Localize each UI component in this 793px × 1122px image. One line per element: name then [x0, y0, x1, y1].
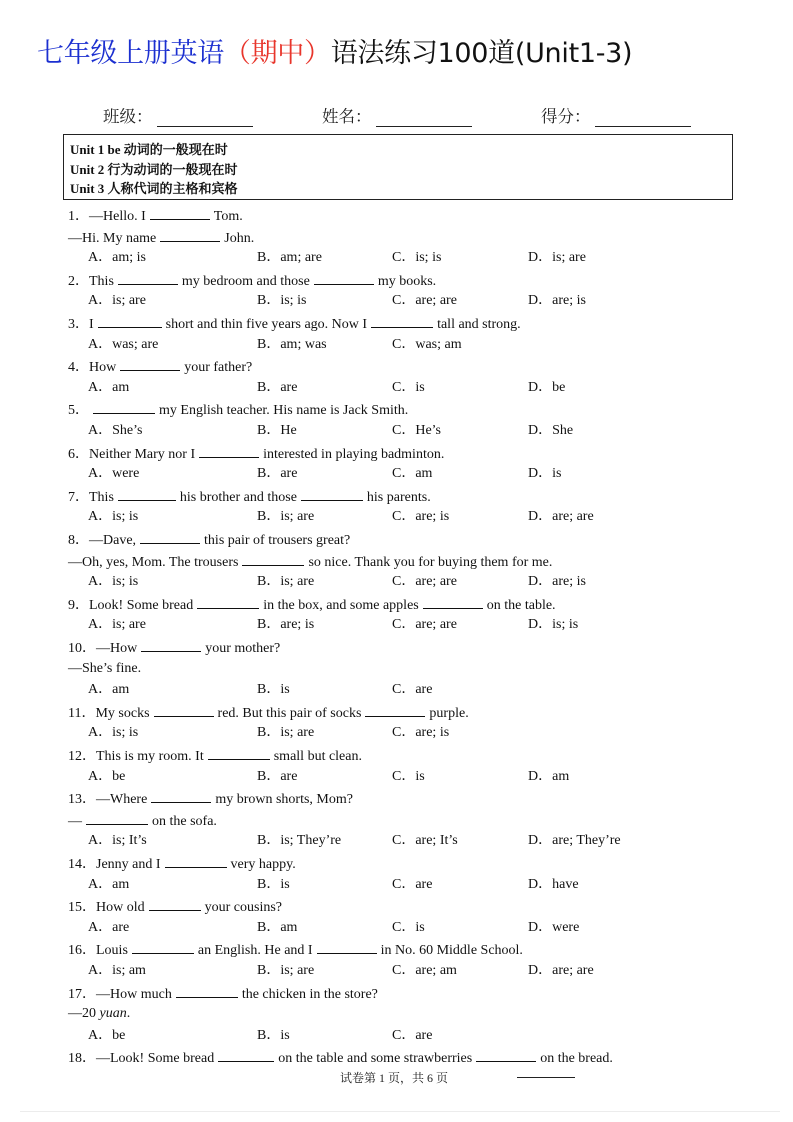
answer-option[interactable]: B．is; are: [257, 963, 315, 978]
question-line: [68, 550, 552, 571]
answer-option[interactable]: C．are; are: [392, 574, 457, 590]
answer-option[interactable]: C．is: [392, 919, 425, 935]
title-part-grade: 七年级上册英语: [37, 38, 224, 69]
answer-option[interactable]: A．am: [88, 379, 130, 395]
title-part-midterm: （期中）: [223, 38, 331, 69]
question-text: 6．Neither Mary nor I: [68, 446, 196, 462]
question-text: tall and strong.: [437, 317, 521, 332]
class-blank[interactable]: [157, 106, 253, 127]
answer-option[interactable]: B．is; They’re: [257, 833, 342, 849]
answer-option[interactable]: A．be: [88, 1027, 126, 1043]
question-text: 1．—Hello. I: [68, 209, 146, 224]
question-line: [68, 895, 282, 916]
page-edge: [20, 1111, 780, 1112]
answer-option[interactable]: A．is; am: [88, 963, 146, 978]
answer-option[interactable]: C．are; is: [392, 725, 450, 741]
answer-option[interactable]: C．am: [392, 466, 433, 482]
answer-option[interactable]: C．is; is: [392, 250, 442, 266]
question-text: —Oh, yes, Mom. The trousers: [68, 554, 239, 570]
question-text: 15．How old: [68, 900, 145, 916]
question-line: [68, 658, 141, 679]
answer-option[interactable]: A．is; are: [88, 617, 146, 633]
unit-line: Unit 1 be 动词的一般现在时: [70, 142, 228, 157]
answer-blank[interactable]: [165, 852, 227, 868]
question-line: [68, 744, 362, 765]
question-line: [68, 809, 217, 830]
answer-option[interactable]: D．be: [528, 379, 566, 395]
question-text: 10．—How: [68, 641, 138, 656]
title-part-subject: 语法练习100道(Unit1-3): [330, 38, 633, 69]
answer-blank[interactable]: [197, 593, 259, 609]
answer-option[interactable]: C．He’s: [392, 423, 441, 438]
answer-option[interactable]: B．are: [257, 768, 298, 784]
answer-blank[interactable]: [218, 1046, 274, 1062]
answer-blank[interactable]: [317, 938, 377, 954]
answer-blank[interactable]: [176, 982, 238, 998]
question-text: in the box, and some apples: [263, 597, 419, 613]
answer-option[interactable]: C．is: [392, 379, 425, 395]
question-text: his brother and those: [179, 489, 297, 505]
answer-option[interactable]: A．am: [88, 876, 130, 892]
answer-blank[interactable]: [242, 550, 304, 566]
page-title: [37, 32, 777, 76]
answer-blank[interactable]: [149, 895, 201, 911]
answer-blank[interactable]: [151, 787, 211, 803]
question-text: so nice. Thank you for buying them for me.: [308, 554, 553, 570]
question-text: 4．How: [68, 360, 117, 376]
name-field: [322, 101, 472, 127]
answer-option[interactable]: B．are: [257, 379, 298, 395]
question-text: 3．I: [68, 317, 94, 332]
answer-option[interactable]: D．are; are: [528, 963, 594, 978]
answer-option[interactable]: D．is; is: [528, 617, 579, 633]
question-line: [68, 312, 521, 333]
question-text: 13．—Where: [68, 792, 148, 808]
answer-option[interactable]: A．was; are: [88, 336, 159, 352]
answer-option[interactable]: C．are; It’s: [392, 833, 458, 849]
question-text: —Hi. My name: [68, 230, 157, 246]
question-text: John.: [224, 230, 255, 246]
question-text: 17．—How much: [68, 986, 172, 1002]
answer-blank[interactable]: [160, 226, 220, 242]
unit-line: Unit 3 人称代词的主格和宾格: [70, 181, 238, 196]
answer-option[interactable]: C．are: [392, 876, 433, 892]
question-text: 9．Look! Some bread: [68, 597, 194, 613]
answer-option[interactable]: B．am; are: [257, 250, 322, 266]
answer-option[interactable]: D．have: [528, 876, 579, 892]
question-text: your father?: [184, 360, 253, 376]
question-text: 18．—Look! Some bread: [68, 1051, 215, 1067]
answer-option[interactable]: A．am; is: [88, 250, 146, 266]
answer-option[interactable]: C．are; is: [392, 509, 450, 525]
question-text: red. But this pair of socks: [217, 705, 362, 721]
answer-option[interactable]: C．are: [392, 682, 433, 698]
class-label: 班级：: [103, 107, 153, 126]
question-text: my English teacher. His name is Jack Smith.: [159, 403, 409, 419]
question-line: [68, 269, 436, 290]
answer-blank[interactable]: [132, 938, 194, 954]
answer-option[interactable]: D．is: [528, 466, 562, 482]
question-line: [68, 1003, 130, 1024]
answer-option[interactable]: B．is: [257, 1027, 290, 1043]
answer-blank[interactable]: [86, 809, 148, 825]
answer-option[interactable]: A．She’s: [88, 423, 143, 438]
question-text: an English. He and I: [197, 943, 313, 959]
answer-option[interactable]: A．are: [88, 919, 130, 935]
unit-summary-box: [63, 134, 733, 200]
question-line: [68, 485, 431, 506]
answer-blank[interactable]: [93, 398, 155, 414]
question-text: 16．Louis: [68, 943, 128, 959]
question-text: my books.: [377, 273, 437, 289]
answer-option[interactable]: D．are; are: [528, 509, 594, 525]
answer-blank[interactable]: [423, 593, 483, 609]
answer-blank[interactable]: [150, 204, 210, 220]
answer-option[interactable]: A．is; is: [88, 725, 139, 741]
answer-option[interactable]: B．is; are: [257, 574, 315, 590]
question-text: on the sofa.: [152, 813, 217, 829]
question-text: short and thin five years ago. Now I: [165, 317, 368, 332]
answer-option[interactable]: B．am; was: [257, 336, 327, 352]
answer-blank[interactable]: [365, 701, 425, 717]
answer-blank[interactable]: [120, 355, 180, 371]
question-text: your mother?: [205, 641, 281, 656]
footer-rule: [517, 1077, 575, 1078]
question-line: [68, 787, 353, 808]
question-line: [68, 852, 296, 873]
question-line: [68, 636, 280, 657]
answer-option[interactable]: B．is; are: [257, 509, 315, 525]
question-line: [68, 1046, 613, 1067]
answer-option[interactable]: A．am: [88, 682, 130, 698]
score-field: [541, 101, 691, 127]
answer-option[interactable]: B．is: [257, 682, 290, 698]
answer-option[interactable]: A．is; is: [88, 574, 139, 590]
answer-option[interactable]: C．are; are: [392, 617, 457, 633]
answer-option[interactable]: D．are; is: [528, 293, 586, 309]
answer-blank[interactable]: [141, 636, 201, 652]
answer-option[interactable]: D．were: [528, 919, 580, 935]
answer-option[interactable]: C．are; am: [392, 963, 457, 978]
question-text: very happy.: [230, 857, 296, 872]
question-line: [68, 355, 252, 376]
question-line: [68, 204, 243, 225]
answer-option[interactable]: D．am: [528, 768, 570, 784]
answer-option[interactable]: C．was; am: [392, 336, 462, 352]
answer-blank[interactable]: [301, 485, 363, 501]
question-text: on the bread.: [540, 1051, 613, 1067]
question-text: on the table.: [486, 597, 556, 613]
answer-option[interactable]: D．is; are: [528, 250, 586, 266]
question-line: [68, 528, 350, 549]
answer-blank[interactable]: [371, 312, 433, 328]
answer-blank[interactable]: [476, 1046, 536, 1062]
question-text: this pair of trousers great?: [204, 533, 351, 548]
question-text: interested in playing badminton.: [263, 446, 445, 462]
score-label: 得分：: [541, 107, 591, 126]
answer-option[interactable]: D．She: [528, 423, 574, 438]
answer-option[interactable]: C．is: [392, 768, 425, 784]
question-line: [68, 398, 408, 419]
answer-blank[interactable]: [154, 701, 214, 717]
score-blank[interactable]: [595, 106, 691, 127]
answer-option[interactable]: A．is; It’s: [88, 833, 147, 849]
answer-blank[interactable]: [140, 528, 200, 544]
name-blank[interactable]: [376, 106, 472, 127]
question-line: [68, 938, 523, 959]
answer-option[interactable]: C．are; are: [392, 293, 457, 309]
question-text: 7．This: [68, 489, 114, 505]
question-text: —20 yuan.: [68, 1006, 131, 1022]
question-line: [68, 442, 444, 463]
question-line: [68, 226, 254, 247]
answer-option[interactable]: A．were: [88, 466, 140, 482]
question-text: small but clean.: [273, 749, 362, 764]
question-text: the chicken in the store?: [241, 986, 378, 1002]
answer-option[interactable]: B．is; is: [257, 293, 307, 309]
question-line: [68, 593, 556, 614]
question-text: on the table and some strawberries: [278, 1051, 473, 1067]
question-text: 11．My socks: [68, 705, 150, 721]
answer-blank[interactable]: [98, 312, 162, 328]
name-label: 姓名：: [322, 107, 372, 126]
answer-blank[interactable]: [199, 442, 259, 458]
answer-blank[interactable]: [118, 485, 176, 501]
answer-option[interactable]: D．are; They’re: [528, 833, 621, 849]
answer-option[interactable]: B．He: [257, 423, 297, 438]
question-text: my brown shorts, Mom?: [215, 792, 353, 808]
question-text: my bedroom and those: [181, 273, 310, 289]
question-text: 8．—Dave,: [68, 533, 137, 548]
question-text: purple.: [429, 705, 469, 721]
class-field: [103, 101, 253, 127]
answer-blank[interactable]: [314, 269, 374, 285]
answer-option[interactable]: A．is; are: [88, 293, 146, 309]
question-text: —: [68, 813, 82, 829]
answer-blank[interactable]: [208, 744, 270, 760]
question-text: 12．This is my room. It: [68, 749, 204, 764]
answer-option[interactable]: A．be: [88, 768, 126, 784]
answer-option[interactable]: B．am: [257, 919, 298, 935]
question-line: [68, 982, 378, 1003]
answer-option[interactable]: C．are: [392, 1027, 433, 1043]
answer-option[interactable]: B．is: [257, 876, 290, 892]
question-text: in No. 60 Middle School.: [380, 943, 523, 959]
answer-option[interactable]: B．is; are: [257, 725, 315, 741]
question-text: —She’s fine.: [68, 660, 142, 676]
answer-blank[interactable]: [118, 269, 178, 285]
question-line: [68, 701, 469, 722]
answer-option[interactable]: A．is; is: [88, 509, 139, 525]
question-text: 5．: [68, 403, 89, 419]
question-text: his parents.: [366, 489, 431, 505]
question-text: 2．This: [68, 273, 114, 289]
answer-option[interactable]: D．are; is: [528, 574, 586, 590]
question-text: Tom.: [213, 209, 243, 224]
unit-line: Unit 2 行为动词的一般现在时: [70, 161, 238, 177]
question-text: 14．Jenny and I: [68, 857, 161, 872]
answer-option[interactable]: B．are: [257, 466, 298, 482]
answer-option[interactable]: B．are; is: [257, 617, 315, 633]
question-text: your cousins?: [204, 900, 283, 916]
page-footer: 试卷第 1 页，共 6 页: [340, 1071, 449, 1085]
